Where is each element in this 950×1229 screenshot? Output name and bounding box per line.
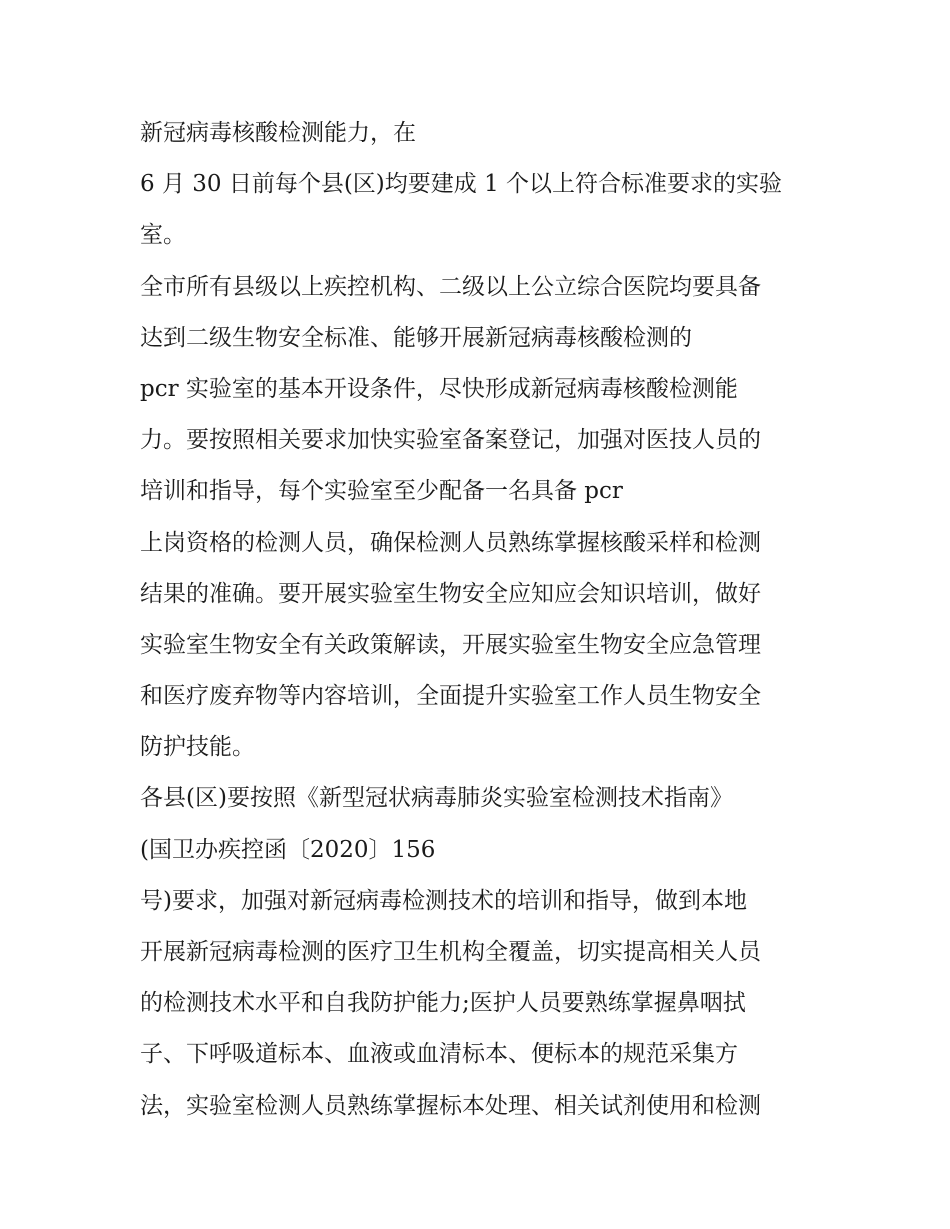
text-line: 6 月 30 日前每个县(区)均要建成 1 个以上符合标准要求的实验 <box>140 171 783 198</box>
text-line: 室。 <box>140 222 186 249</box>
text-line: 开展新冠病毒检测的医疗卫生机构全覆盖，切实提高相关人员 <box>140 939 761 965</box>
text-line: 的检测技术水平和自我防护能力;医护人员要熟练掌握鼻咽拭 <box>140 990 746 1017</box>
text-line: 各县(区)要按照《新型冠状病毒肺炎实验室检测技术指南》 <box>140 785 733 812</box>
text-line: 新冠病毒核酸检测能力，在 <box>140 120 416 146</box>
text-line: 上岗资格的检测人员，确保检测人员熟练掌握核酸采样和检测 <box>140 529 761 556</box>
text-line: 结果的准确。要开展实验室生物安全应知应会知识培训，做好 <box>140 580 761 607</box>
text-line: 全市所有县级以上疾控机构、二级以上公立综合医院均要具备 <box>140 273 761 300</box>
text-line: (国卫办疾控函〔2020〕156 <box>140 836 436 863</box>
text-line: 和医疗废弃物等内容培训，全面提升实验室工作人员生物安全 <box>140 683 761 710</box>
text-line: 子、下呼吸道标本、血液或血清标本、便标本的规范采集方 <box>140 1041 738 1068</box>
text-line: pcr 实验室的基本开设条件，尽快形成新冠病毒核酸检测能 <box>140 375 738 402</box>
text-line: 防护技能。 <box>140 734 255 761</box>
body-text <box>140 108 830 1132</box>
text-line: 法，实验室检测人员熟练掌握标本处理、相关试剂使用和检测 <box>140 1092 761 1119</box>
text-line: 实验室生物安全有关政策解读，开展实验室生物安全应急管理 <box>140 631 761 658</box>
text-line: 达到二级生物安全标准、能够开展新冠病毒核酸检测的 <box>140 324 692 351</box>
text-line: 号)要求，加强对新冠病毒检测技术的培训和指导，做到本地 <box>140 887 747 914</box>
text-line: 培训和指导，每个实验室至少配备一名具备 pcr <box>140 478 623 505</box>
text-line: 力。要按照相关要求加快实验室备案登记，加强对医技人员的 <box>140 427 761 454</box>
